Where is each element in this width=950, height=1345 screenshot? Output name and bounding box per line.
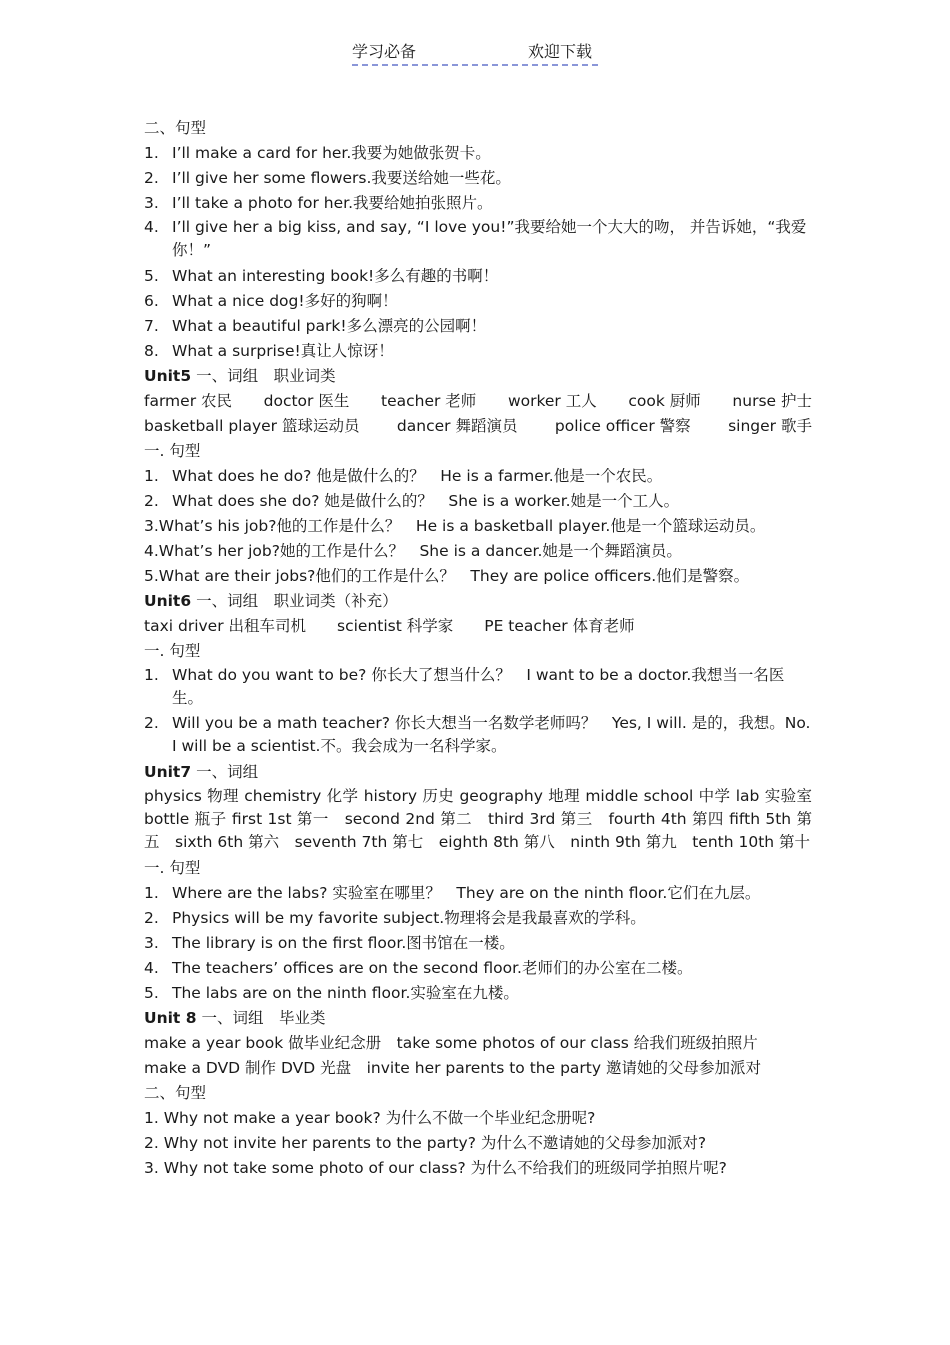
vocab-row <box>144 389 812 414</box>
vocab-row <box>144 414 812 439</box>
list-item: 2. I’ll give her some flowers.我要送给她一些花。 <box>144 169 511 187</box>
vocab-item: worker 工人 <box>507 392 597 410</box>
header-left-text: 学习必备 <box>352 42 417 61</box>
vocab-item: doctor 医生 <box>263 392 350 410</box>
list-item: 1. Why not make a year book? 为什么不做一个毕业纪念册呢? <box>144 1109 596 1127</box>
list-item: 1. What do you want to be? 你长大了想当什么？ I want to be a doctor.我想当一名医生。 <box>144 666 785 707</box>
vocab-item: police officer 警察 <box>554 417 691 435</box>
unit-label: Unit7 <box>144 763 192 781</box>
list-item: 2. Physics will be my favorite subject.物理将会是我最喜欢的学科。 <box>144 909 646 927</box>
vocab-item: cook 厨师 <box>628 392 701 410</box>
list-item: 6. What a nice dog!多好的狗啊！ <box>144 292 398 310</box>
header-right-text: 欢迎下载 <box>527 42 592 61</box>
vocab-item: nurse 护士 <box>732 392 812 410</box>
list-item: 2. Why not invite her parents to the party? 为什么不邀请她的父母参加派对? <box>144 1134 707 1152</box>
list-item: 4. I’ll give her a big kiss, and say, “I love you!”我要给她一个大大的吻， 并告诉她，“我爱你！” <box>144 218 807 259</box>
list-item: 3. Why not take some photo of our class? 为什么不给我们的班级同学拍照片呢? <box>144 1159 727 1177</box>
list-item: 5.What are their jobs?他们的工作是什么？ They are police officers.他们是警察。 <box>144 567 750 585</box>
vocab-row: taxi driver 出租车司机 scientist 科学家 PE teacher 体育老师 <box>144 617 635 635</box>
list-item: 3. The library is on the first floor.图书馆在一楼。 <box>144 934 515 952</box>
vocab-item: singer 歌手 <box>728 417 812 435</box>
vocab-paragraph: physics 物理 chemistry 化学 history 历史 geography 地理 middle school 中学 lab 实验室 bottle 瓶子 first 1st 第一 second 2nd 第二 third 3rd 第三 fourth 4th 第四 fifth 5th 第五 sixth 6th 第六 seventh 7th 第七 eighth 8th 第八 ninth 9th 第九 tenth 10th 第十 <box>144 787 828 851</box>
list-item: 3.What’s his job?他的工作是什么？ He is a basketball player.他是一个篮球运动员。 <box>144 517 766 535</box>
section-title: 一. 句型 <box>144 859 201 877</box>
vocab-item: teacher 老师 <box>381 392 477 410</box>
vocab-item: basketball player 篮球运动员 <box>144 417 360 435</box>
list-item: 1. I’ll make a card for her.我要为她做张贺卡。 <box>144 144 491 162</box>
vocab-item: farmer 农民 <box>144 392 232 410</box>
section-title: 二、句型 <box>144 119 207 137</box>
list-item: 3. I’ll take a photo for her.我要给她拍张照片。 <box>144 194 493 212</box>
list-item: 7. What a beautiful park!多么漂亮的公园啊！ <box>144 317 487 335</box>
section-title: 二、句型 <box>144 1084 207 1102</box>
list-item: 1. What does he do? 他是做什么的？ He is a farmer.他是一个农民。 <box>144 467 663 485</box>
vocab-item: dancer 舞蹈演员 <box>396 417 518 435</box>
list-item: 2. What does she do? 她是做什么的？ She is a worker.她是一个工人。 <box>144 492 680 510</box>
section-title: 一. 句型 <box>144 442 201 460</box>
list-item: 4. The teachers’ offices are on the second floor.老师们的办公室在二楼。 <box>144 959 693 977</box>
unit-heading: Unit6 一、词组 职业词类（补充） <box>144 592 398 610</box>
page-header <box>352 40 598 66</box>
list-item: 2. Will you be a math teacher? 你长大想当一名数学老师吗？ Yes, I will. 是的，我想。No. I will be a scientist.不。我会成为一名科学家。 <box>144 714 811 755</box>
unit-label: Unit 8 <box>144 1009 197 1027</box>
list-item: 5. The labs are on the ninth floor.实验室在九楼。 <box>144 984 519 1002</box>
document-body <box>144 116 828 1181</box>
unit-label: Unit6 <box>144 592 192 610</box>
section-title: 一. 句型 <box>144 642 201 660</box>
vocab-row: make a year book 做毕业纪念册 take some photos of our class 给我们班级拍照片 <box>144 1034 758 1052</box>
list-item: 8. What a surprise!真让人惊讶！ <box>144 342 394 360</box>
unit-heading: Unit 8 一、词组 毕业类 <box>144 1009 326 1027</box>
unit-heading: Unit5 一、词组 职业词类 <box>144 367 336 385</box>
unit-heading: Unit7 一、词组 <box>144 763 259 781</box>
list-item: 5. What an interesting book!多么有趣的书啊！ <box>144 267 499 285</box>
vocab-row: make a DVD 制作 DVD 光盘 invite her parents to the party 邀请她的父母参加派对 <box>144 1059 761 1077</box>
unit-label: Unit5 <box>144 367 192 385</box>
list-item: 1. Where are the labs? 实验室在哪里？ They are on the ninth floor.它们在九层。 <box>144 884 761 902</box>
list-item: 4.What’s her job?她的工作是什么？ She is a dancer.她是一个舞蹈演员。 <box>144 542 682 560</box>
